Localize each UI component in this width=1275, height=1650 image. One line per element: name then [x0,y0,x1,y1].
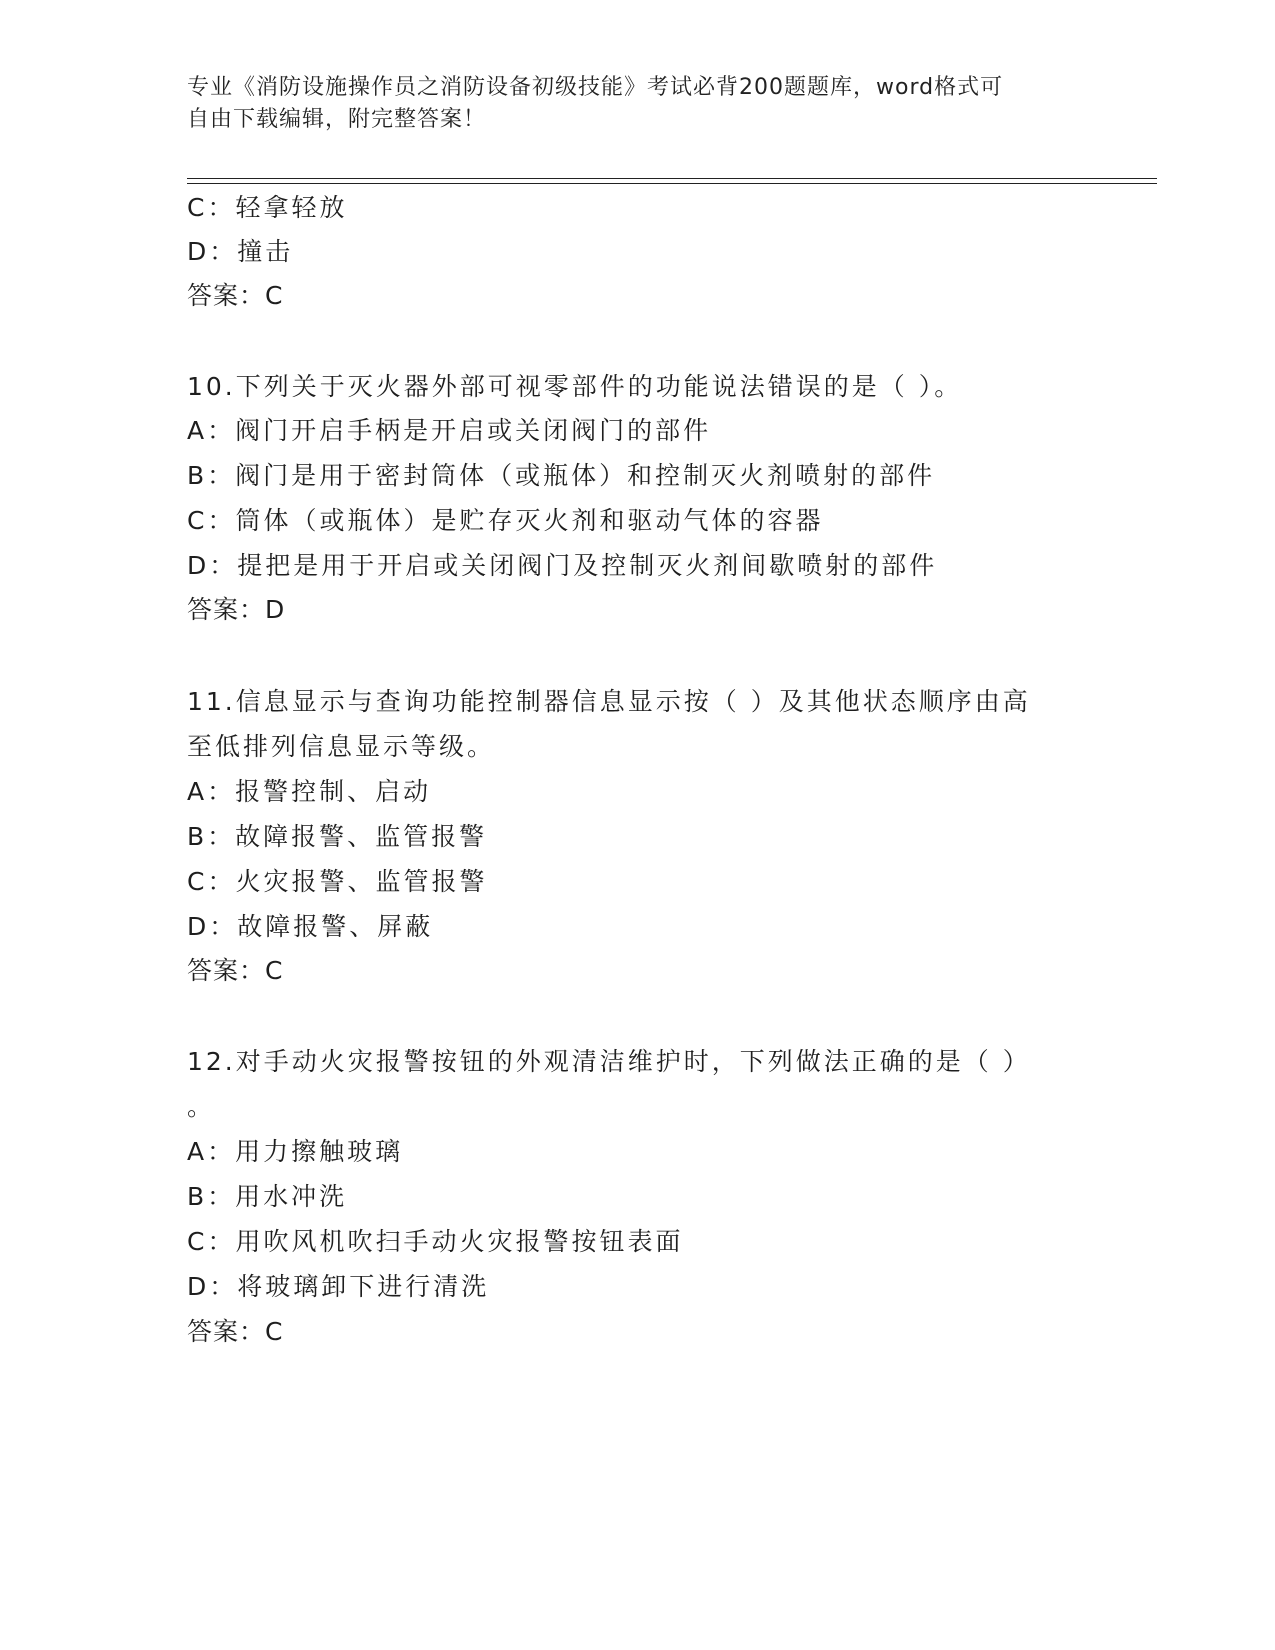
q11-answer: 答案：C [187,956,284,985]
q10-option-b: B：阀门是用于密封筒体（或瓶体）和控制灭火剂喷射的部件 [187,461,936,490]
q9-answer: 答案：C [187,281,284,310]
q11-option-d: D：故障报警、屏蔽 [187,912,434,941]
q10-answer: 答案：D [187,595,286,624]
q11-option-b: B：故障报警、监管报警 [187,822,488,851]
document-header [187,72,1067,136]
q12-option-d: D：将玻璃卸下进行清洗 [187,1272,490,1301]
q10-stem: 10.下列关于灭火器外部可视零部件的功能说法错误的是（ ）。 [187,372,963,401]
q12-option-a: A：用力擦触玻璃 [187,1137,404,1166]
q9-option-d: D：撞击 [187,237,294,266]
header-line-2: 自由下载编辑，附完整答案！ [187,107,487,132]
q12-stem-line-1: 12.对手动火灾报警按钮的外观清洁维护时，下列做法正确的是（ ） [187,1047,1031,1076]
q12-option-b: B：用水冲洗 [187,1182,348,1211]
q10-option-a: A：阀门开启手柄是开启或关闭阀门的部件 [187,416,712,445]
header-line-1: 专业《消防设施操作员之消防设备初级技能》考试必背200题题库，word格式可 [187,75,1004,100]
q12-stem-line-2: 。 [187,1092,216,1121]
q9-option-c: C：轻拿轻放 [187,193,348,222]
header-divider-top [187,178,1157,179]
q11-option-c: C：火灾报警、监管报警 [187,867,488,896]
q10-option-c: C：筒体（或瓶体）是贮存灭火剂和驱动气体的容器 [187,506,824,535]
q12-option-c: C：用吹风机吹扫手动火灾报警按钮表面 [187,1227,684,1256]
q11-option-a: A：报警控制、启动 [187,777,432,806]
q11-stem-line-2: 至低排列信息显示等级。 [187,732,496,761]
q11-stem-line-1: 11.信息显示与查询功能控制器信息显示按（ ）及其他状态顺序由高 [187,687,1031,716]
q10-option-d: D：提把是用于开启或关闭阀门及控制灭火剂间歇喷射的部件 [187,551,938,580]
header-divider-bottom [187,183,1157,184]
q12-answer: 答案：C [187,1317,284,1346]
